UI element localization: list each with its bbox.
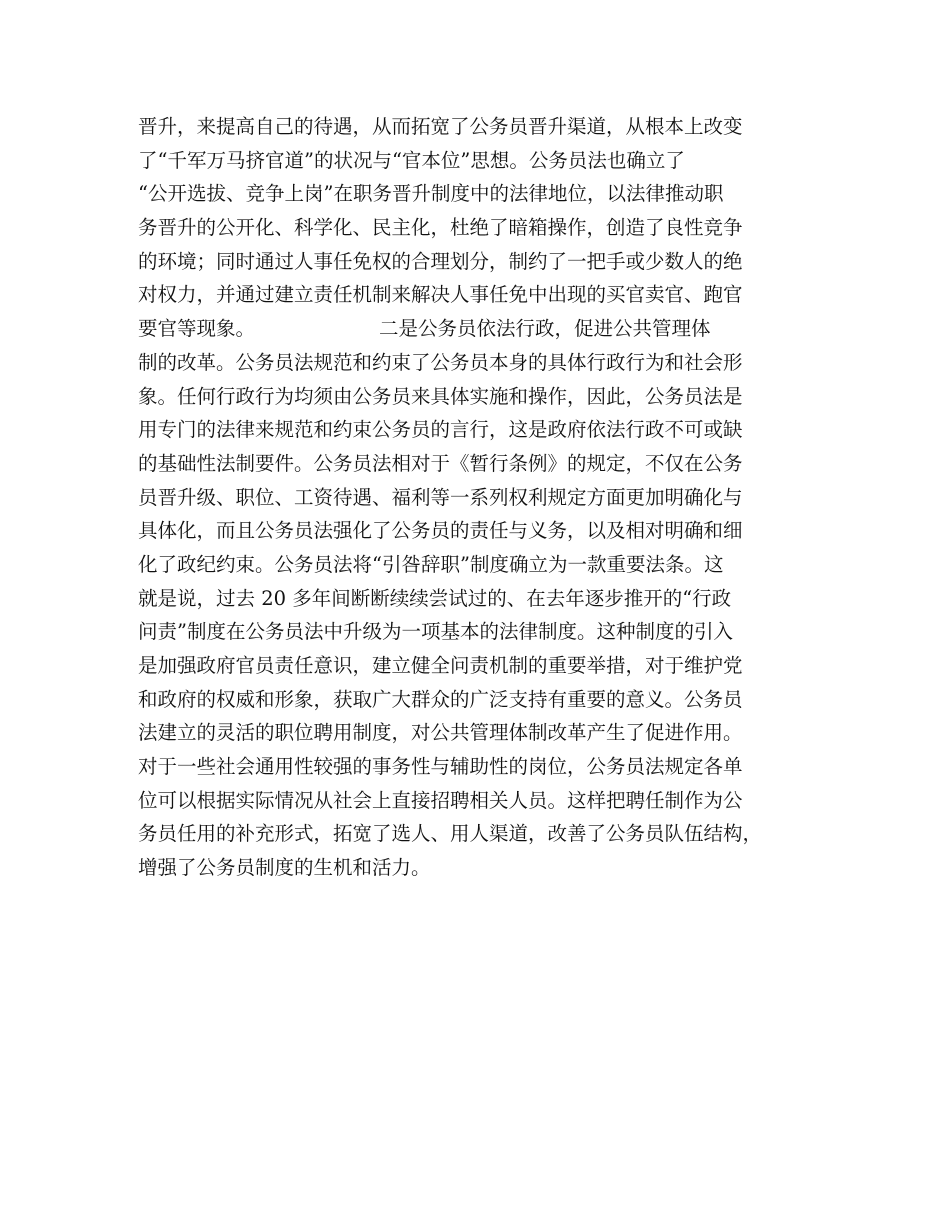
text-line: 了“千军万马挤官道”的状况与“官本位”思想。公务员法也确立了 [138,148,685,172]
body-text [138,110,828,885]
text-line: “公开选拔、竞争上岗”在职务晋升制度中的法律地位，以法律推动职 [138,182,724,206]
text-line: 问责”制度在公务员法中升级为一项基本的法律制度。这种制度的引入 [138,620,733,644]
text-line: 用专门的法律来规范和约束公务员的言行，这是政府依法行政不可或缺 [138,418,743,442]
text-line: 是加强政府官员责任意识，建立健全问责机制的重要举措，对于维护党 [138,654,743,677]
text-line: 务晋升的公开化、科学化、民主化，杜绝了暗箱操作，创造了良性竞争 [138,216,743,240]
text-line: 晋升，来提高自己的待遇，从而拓宽了公务员晋升渠道，从根本上改变 [138,115,743,138]
text-line: 的基础性法制要件。公务员法相对于《暂行条例》的规定，不仅在公务 [138,451,743,475]
text-line: 法建立的灵活的职位聘用制度，对公共管理体制改革产生了促进作用。 [138,721,743,745]
text-line: 对于一些社会通用性较强的事务性与辅助性的岗位，公务员法规定各单 [138,755,743,779]
text-line: 和政府的权威和形象，获取广大群众的广泛支持有重要的意义。公务员 [138,687,743,711]
text-line: 对权力，并通过建立责任机制来解决人事任免中出现的买官卖官、跑官 [138,283,743,307]
text-line: 务员任用的补充形式，拓宽了选人、用人渠道，改善了公务员队伍结构， [138,822,763,846]
text-line: 的环境；同时通过人事任免权的合理划分，制约了一把手或少数人的绝 [138,249,743,273]
text-line: 就是说，过去 20 多年间断断续续尝试过的、在去年逐步推开的“行政 [138,586,732,610]
text-line: 位可以根据实际情况从社会上直接招聘相关人员。这样把聘任制作为公 [138,788,743,812]
text-line: 化了政纪约束。公务员法将“引咎辞职”制度确立为一款重要法条。这 [138,552,724,576]
text-line: 员晋升级、职位、工资待遇、福利等一系列权利规定方面更加明确化与 [138,485,743,509]
text-line: 要官等现象。 二是公务员依法行政，促进公共管理体 [138,317,711,341]
text-line: 增强了公务员制度的生机和活力。 [138,856,431,880]
text-line: 象。任何行政行为均须由公务员来具体实施和操作，因此，公务员法是 [138,384,743,408]
text-line: 制的改革。公务员法规范和约束了公务员本身的具体行政行为和社会形 [138,350,743,374]
text-line: 具体化，而且公务员法强化了公务员的责任与义务，以及相对明确和细 [138,519,743,543]
